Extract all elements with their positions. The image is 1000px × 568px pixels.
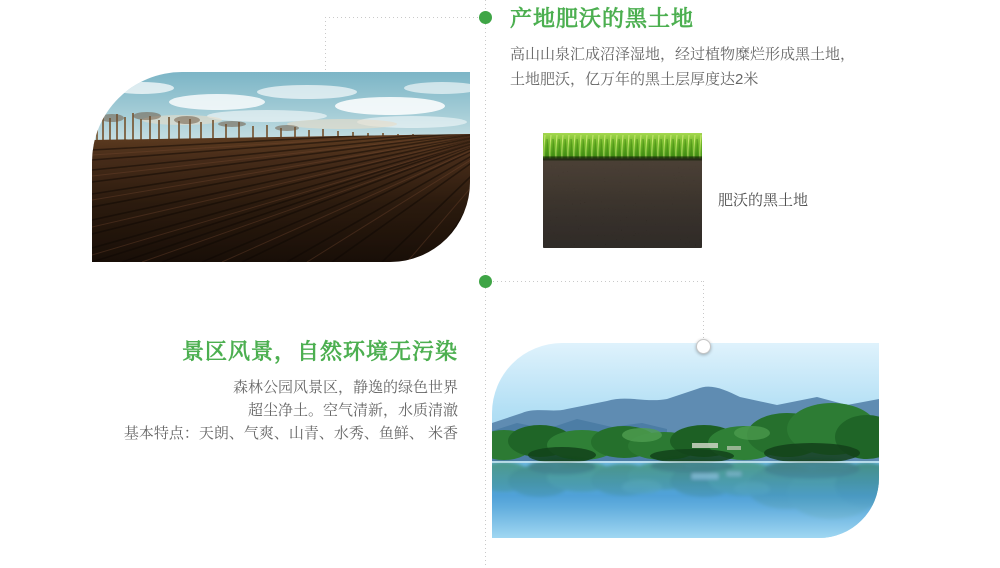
soil-sample-art (543, 133, 702, 248)
soil-cross-section-photo (543, 133, 702, 248)
soil-section-heading: 产地肥沃的黑土地 (510, 6, 695, 31)
scenery-section-text (0, 338, 458, 445)
connector-dot-middle-icon (479, 275, 492, 288)
top-left-vertical-dotted-line (325, 17, 326, 71)
lake-pin-circle-icon (696, 339, 711, 354)
scenery-section-heading: 景区风景，自然环境无污染 (181, 339, 458, 364)
soil-description-line1: 高山山泉汇成沼泽湿地，经过植物糜烂形成黑土地， (510, 46, 856, 63)
forest-lake-photo (492, 343, 879, 538)
scenery-description-line3: 基本特点：天朗、气爽、山青、水秀、鱼鲜、 米香 (123, 425, 458, 442)
top-horizontal-dotted-line (325, 17, 485, 18)
black-soil-field-photo (92, 72, 470, 262)
field-photo-art (92, 72, 470, 262)
scenery-description-line1: 森林公园风景区，静逸的绿色世界 (232, 379, 458, 396)
soil-sample-caption: 肥沃的黑土地 (718, 192, 809, 209)
soil-description-line2: 土地肥沃，亿万年的黑土层厚度达2米 (510, 71, 759, 88)
soil-section-text (510, 4, 950, 92)
connector-dot-top-icon (479, 11, 492, 24)
lake-photo-art (492, 343, 879, 538)
middle-horizontal-dotted-line (485, 281, 703, 282)
scenery-description-line2: 超尘净土。空气清新，水质清澈 (247, 402, 458, 419)
pin-vertical-dotted-line (703, 281, 704, 341)
